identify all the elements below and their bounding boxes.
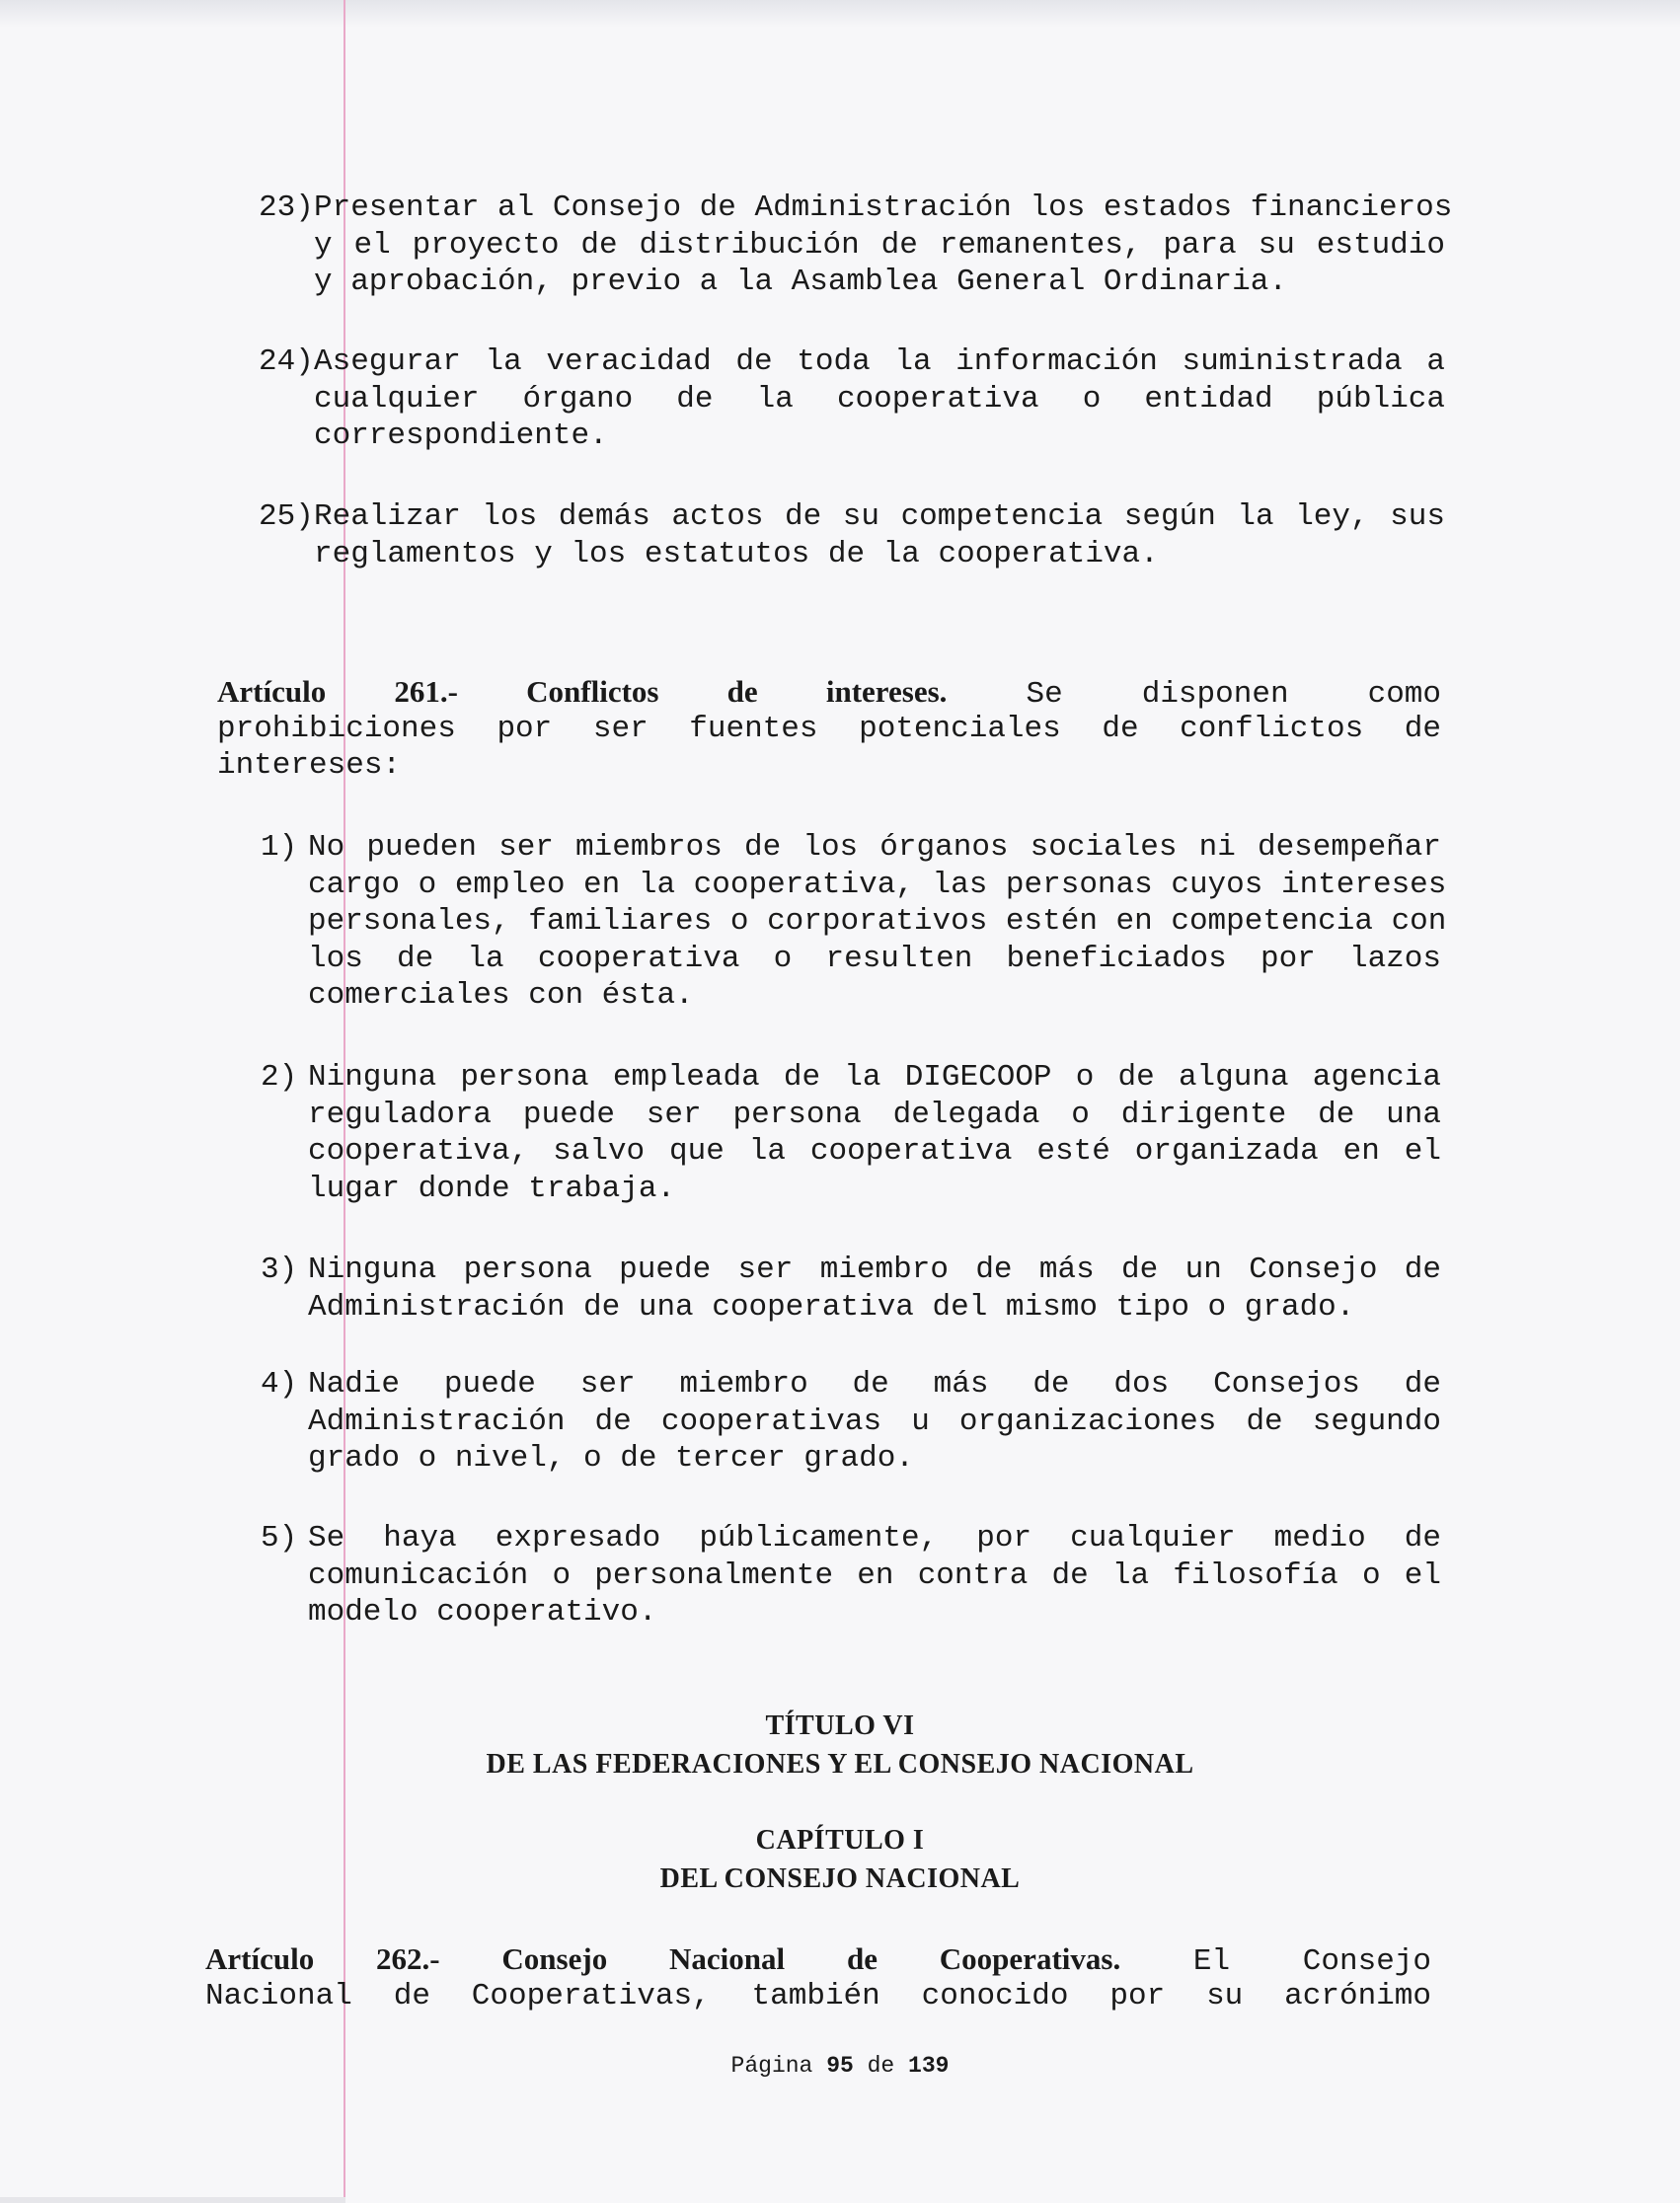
article-first-line xyxy=(205,1940,1431,1978)
item-line: Realizar los demás actos de su competencia según la ley, sus xyxy=(314,499,1445,534)
article-line: Nacional de Cooperativas, también conocido por su acrónimo xyxy=(205,1978,1431,2013)
item-line: Presentar al Consejo de Administración los estados financieros xyxy=(314,190,1453,225)
item-number: 23) xyxy=(259,190,314,225)
item-line: lugar donde trabaja. xyxy=(308,1171,676,1206)
item-line: cargo o empleo en la cooperativa, las personas cuyos intereses xyxy=(308,867,1447,902)
item-number: 4) xyxy=(261,1367,298,1402)
article-heading: Artículo 261.- Conflictos de intereses. xyxy=(217,674,948,709)
title-subheading: DE LAS FEDERACIONES Y EL CONSEJO NACIONAL xyxy=(486,1749,1194,1780)
title-heading: TÍTULO VI xyxy=(765,1710,915,1741)
article-first-line xyxy=(217,673,1441,711)
page-total: 139 xyxy=(908,2053,950,2079)
footer-prefix: Página xyxy=(730,2053,813,2079)
item-line: personales, familiares o corporativos estén en competencia con xyxy=(308,904,1447,939)
item-line: Ninguna persona puede ser miembro de más de un Consejo de xyxy=(308,1253,1441,1287)
item-line: los de la cooperativa o resulten beneficiados por lazos xyxy=(308,941,1441,976)
item-line: Ninguna persona empleada de la DIGECOOP o de alguna agencia xyxy=(308,1060,1441,1095)
article-text: El Consejo xyxy=(1192,1944,1431,1979)
item-line: reguladora puede ser persona delegada o dirigente de una xyxy=(308,1097,1441,1132)
article-line: intereses: xyxy=(217,748,402,783)
item-line: Administración de cooperativas u organizaciones de segundo xyxy=(308,1404,1441,1439)
item-number: 2) xyxy=(261,1060,298,1095)
item-line: cooperativa, salvo que la cooperativa esté organizada en el xyxy=(308,1134,1441,1169)
item-line: Nadie puede ser miembro de más de dos Consejos de xyxy=(308,1367,1441,1402)
item-line: reglamentos y los estatutos de la cooperativa. xyxy=(314,536,1159,571)
item-line: cualquier órgano de la cooperativa o entidad pública xyxy=(314,381,1445,417)
item-line: comerciales con ésta. xyxy=(308,978,694,1013)
item-number: 5) xyxy=(261,1521,298,1556)
item-line: Administración de una cooperativa del mismo tipo o grado. xyxy=(308,1289,1355,1325)
item-line: comunicación o personalmente en contra de la filosofía o el xyxy=(308,1557,1441,1593)
item-number: 24) xyxy=(259,344,314,379)
item-line: modelo cooperativo. xyxy=(308,1595,657,1630)
article-line: prohibiciones por ser fuentes potenciales de conflictos de xyxy=(217,711,1441,746)
item-line: y aprobación, previo a la Asamblea General Ordinaria. xyxy=(314,265,1287,299)
chapter-subheading: DEL CONSEJO NACIONAL xyxy=(659,1863,1021,1894)
item-line: correspondiente. xyxy=(314,418,608,453)
item-number: 1) xyxy=(261,830,298,865)
footer-middle: de xyxy=(867,2053,895,2079)
item-number: 25) xyxy=(259,499,314,534)
article-text: Se disponen como xyxy=(1026,677,1442,712)
article-heading: Artículo 262.- Consejo Nacional de Cooperativas. xyxy=(205,1941,1121,1976)
item-line: Se haya expresado públicamente, por cualquier medio de xyxy=(308,1521,1441,1556)
item-number: 3) xyxy=(261,1253,298,1287)
article-262 xyxy=(205,1940,1431,2014)
item-line: Asegurar la veracidad de toda la información suministrada a xyxy=(314,344,1445,379)
item-line: y el proyecto de distribución de remanentes, para su estudio xyxy=(314,227,1445,263)
article-261 xyxy=(217,673,1441,785)
page-number: 95 xyxy=(826,2053,854,2079)
chapter-heading: CAPÍTULO I xyxy=(755,1825,925,1856)
item-line: grado o nivel, o de tercer grado. xyxy=(308,1441,914,1476)
page-footer xyxy=(0,2053,1680,2079)
item-line: No pueden ser miembros de los órganos sociales ni desempeñar xyxy=(308,830,1441,865)
